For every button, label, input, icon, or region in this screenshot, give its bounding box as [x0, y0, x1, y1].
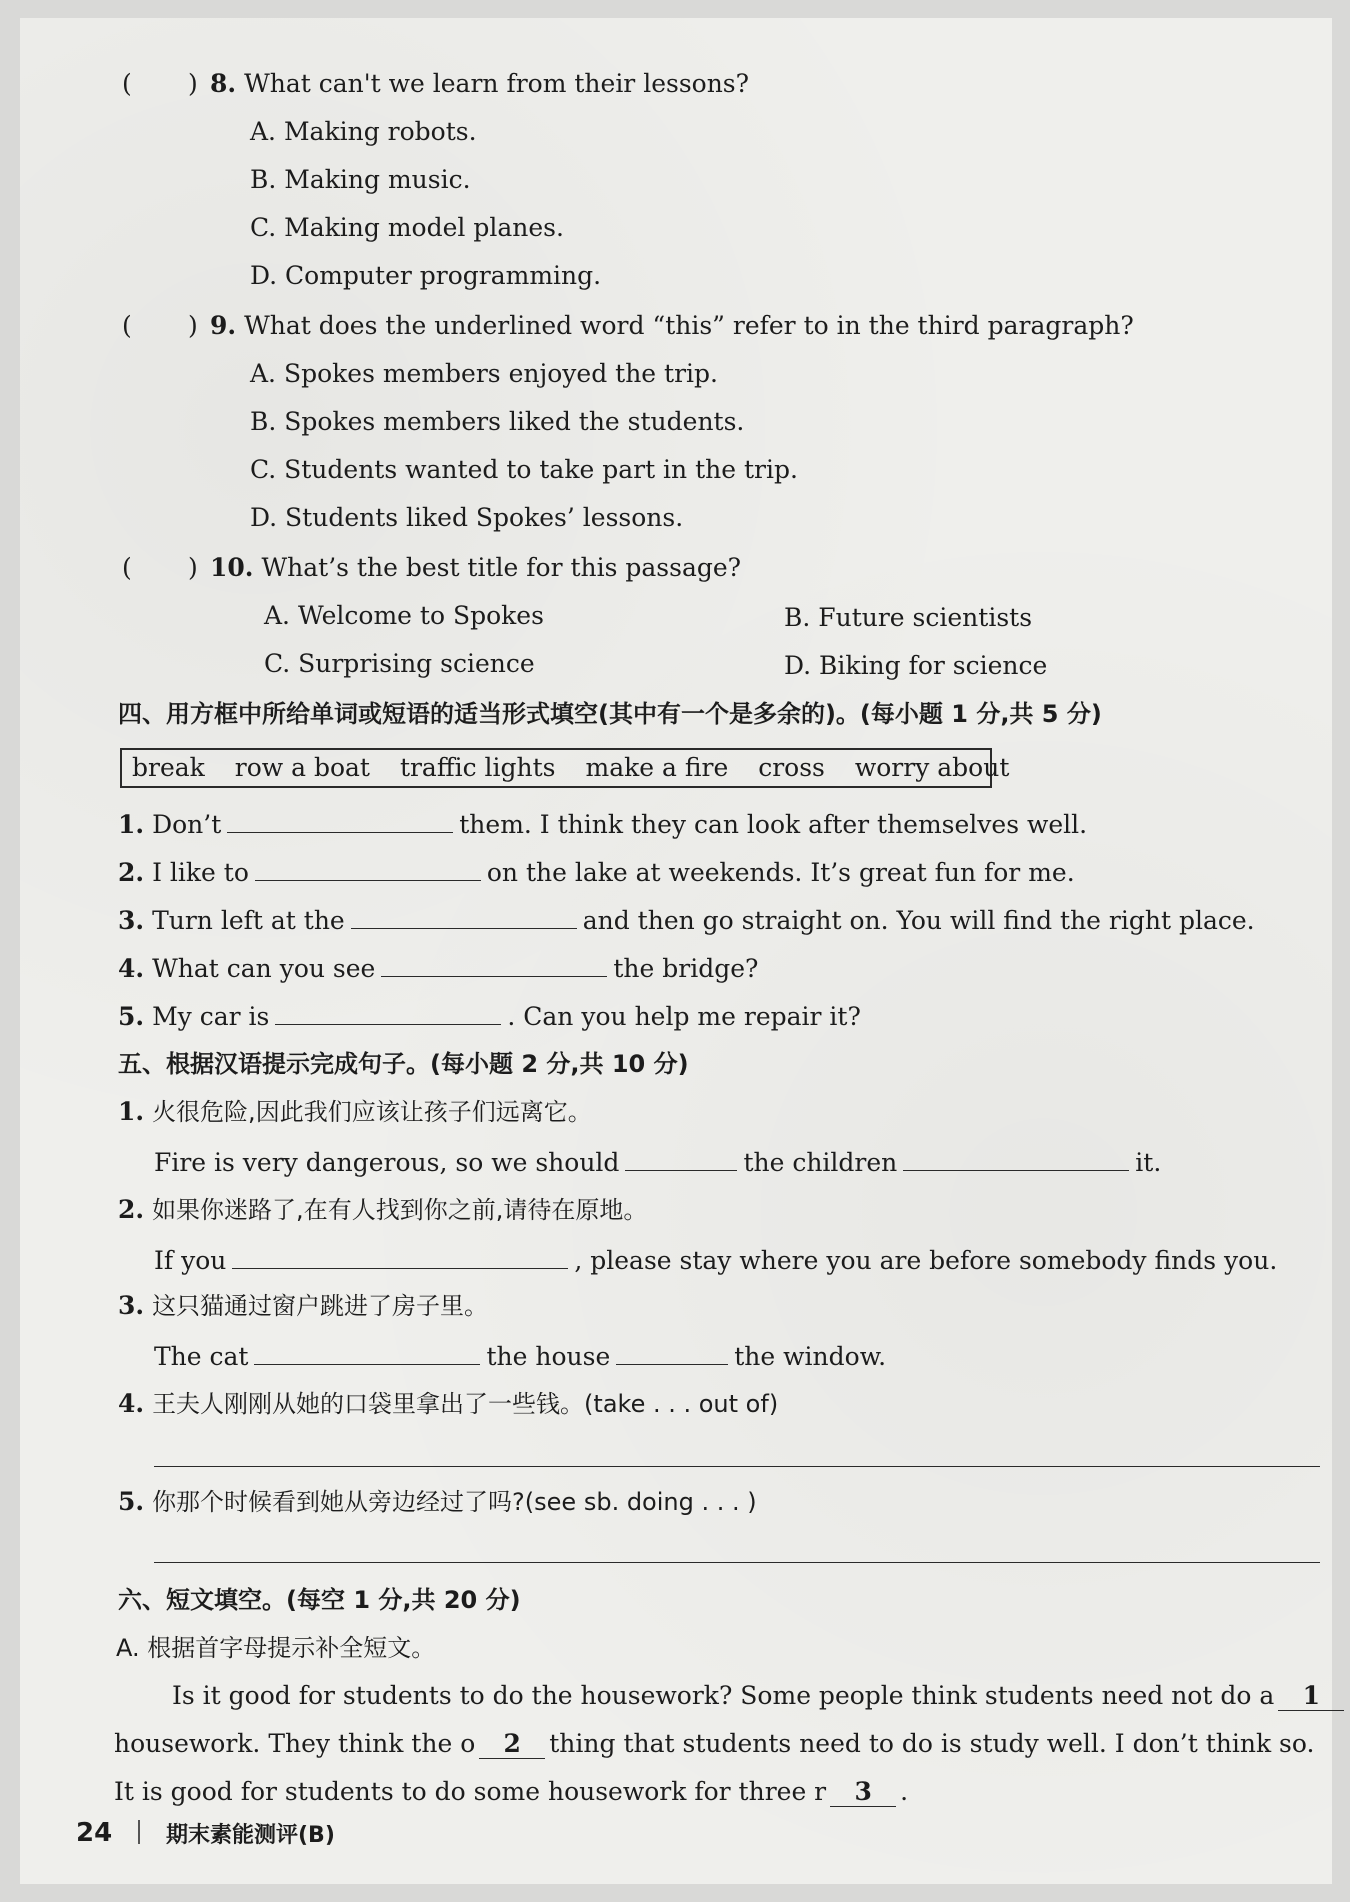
answer-blank[interactable] — [616, 1338, 728, 1365]
chinese-prompt: 这只猫通过窗户跳进了房子里。 — [152, 1292, 489, 1320]
option: C. Surprising science — [264, 649, 535, 678]
word-option: traffic lights — [399, 753, 556, 782]
translation-item-2-en — [154, 1242, 1277, 1277]
answer-blank[interactable] — [381, 950, 607, 977]
option: D. Biking for science — [784, 651, 1048, 680]
section-6-part-a: A. 根据首字母提示补全短文。 — [116, 1634, 436, 1662]
answer-paren-open: ( — [122, 311, 132, 340]
question-text: What does the underlined word “this” refer to in the third paragraph? — [244, 311, 1134, 340]
fill-item — [118, 998, 861, 1033]
item-number: 3. — [118, 1291, 145, 1320]
fill-item — [118, 806, 1087, 841]
translation-item-3-en — [154, 1338, 886, 1373]
item-number: 3. — [118, 906, 145, 935]
item-text: The cat — [154, 1342, 249, 1371]
option: A. Welcome to Spokes — [264, 601, 544, 630]
chinese-prompt: 火很危险,因此我们应该让孩子们远离它。 — [152, 1098, 592, 1126]
option: D. Students liked Spokes’ lessons. — [250, 503, 684, 532]
item-text: them. I think they can look after themselves well. — [459, 810, 1088, 839]
word-option: break — [132, 753, 205, 782]
passage-line-2 — [114, 1728, 1314, 1760]
item-number: 2. — [118, 1195, 145, 1224]
passage-text: . — [900, 1777, 909, 1806]
item-text: If you — [154, 1246, 227, 1275]
answer-blank[interactable] — [255, 854, 481, 881]
answer-paren-close: ) — [188, 69, 198, 98]
chinese-prompt: 如果你迷路了,在有人找到你之前,请待在原地。 — [152, 1196, 648, 1224]
question-number: 10. — [210, 553, 254, 582]
question-text: What’s the best title for this passage? — [261, 553, 742, 582]
word-box — [120, 748, 1010, 788]
option: B. Future scientists — [784, 603, 1033, 632]
question-8 — [210, 68, 749, 100]
passage-text: It is good for students to do some housework for three r — [114, 1777, 827, 1806]
item-number: 5. — [118, 1487, 145, 1516]
numbered-blank[interactable]: 3 — [830, 1778, 896, 1807]
passage-text: thing that students need to do is study well. I don’t think so. — [549, 1729, 1315, 1758]
answer-paren-open: ( — [122, 553, 132, 582]
fill-item — [118, 854, 1075, 889]
item-text: , please stay where you are before somebody finds you. — [574, 1246, 1278, 1275]
item-number: 1. — [118, 1097, 145, 1126]
translation-item-5-cn — [118, 1486, 757, 1518]
item-text: Don’t — [152, 810, 222, 839]
item-text: the house — [486, 1342, 611, 1371]
translation-item-1-cn — [118, 1096, 592, 1128]
answer-blank[interactable] — [275, 998, 501, 1025]
answer-paren-open: ( — [122, 69, 132, 98]
question-text: What can't we learn from their lessons? — [244, 69, 750, 98]
fill-item — [118, 902, 1255, 937]
answer-blank[interactable] — [625, 1144, 737, 1171]
question-9 — [210, 310, 1134, 342]
item-number: 1. — [118, 810, 145, 839]
translation-item-4-cn — [118, 1388, 778, 1420]
passage-text: Is it good for students to do the housework? Some people think students need not do a — [172, 1681, 1275, 1710]
answer-blank[interactable] — [232, 1242, 568, 1269]
item-text: . Can you help me repair it? — [507, 1002, 861, 1031]
item-text: the window. — [734, 1342, 887, 1371]
numbered-blank[interactable]: 1 — [1278, 1682, 1344, 1711]
option: A. Making robots. — [250, 117, 477, 146]
item-number: 4. — [118, 1389, 145, 1418]
word-option: worry about — [854, 753, 1010, 782]
question-number: 8. — [210, 69, 237, 98]
chinese-prompt: 你那个时候看到她从旁边经过了吗?(see sb. doing . . . ) — [152, 1488, 757, 1516]
question-number: 9. — [210, 311, 237, 340]
item-text: I like to — [152, 858, 249, 887]
answer-blank[interactable] — [227, 806, 453, 833]
passage-line-1 — [172, 1680, 1348, 1712]
translation-item-1-en — [154, 1144, 1161, 1179]
item-number: 2. — [118, 858, 145, 887]
item-text: What can you see — [152, 954, 376, 983]
translation-item-2-cn — [118, 1194, 647, 1226]
item-text: the children — [743, 1148, 898, 1177]
fill-item — [118, 950, 758, 985]
item-text: and then go straight on. You will find the right place. — [582, 906, 1255, 935]
option: C. Students wanted to take part in the trip. — [250, 455, 798, 484]
question-10 — [210, 552, 741, 584]
option: C. Making model planes. — [250, 213, 564, 242]
footer-title: 期末素能测评(B) — [166, 1823, 335, 1848]
footer-divider — [138, 1820, 140, 1844]
answer-line[interactable] — [154, 1562, 1320, 1563]
section-6-heading: 六、短文填空。(每空 1 分,共 20 分) — [118, 1586, 521, 1614]
answer-paren-close: ) — [188, 553, 198, 582]
answer-paren-close: ) — [188, 311, 198, 340]
passage-line-3 — [114, 1776, 908, 1808]
page-number: 24 — [76, 1818, 113, 1848]
numbered-blank[interactable]: 2 — [479, 1730, 545, 1759]
option: B. Spokes members liked the students. — [250, 407, 745, 436]
answer-blank[interactable] — [351, 902, 577, 929]
section-5-heading: 五、根据汉语提示完成句子。(每小题 2 分,共 10 分) — [118, 1050, 689, 1078]
passage-text: housework. They think the o — [114, 1729, 476, 1758]
item-text: My car is — [152, 1002, 270, 1031]
item-text: Turn left at the — [152, 906, 345, 935]
word-option: cross — [758, 753, 825, 782]
chinese-prompt: 王夫人刚刚从她的口袋里拿出了一些钱。(take . . . out of) — [152, 1390, 779, 1418]
answer-line[interactable] — [154, 1466, 1320, 1467]
option: B. Making music. — [250, 165, 471, 194]
item-text: the bridge? — [613, 954, 759, 983]
item-number: 5. — [118, 1002, 145, 1031]
option: D. Computer programming. — [250, 261, 602, 290]
item-number: 4. — [118, 954, 145, 983]
word-option: row a boat — [234, 753, 370, 782]
translation-item-3-cn — [118, 1290, 488, 1322]
item-text: on the lake at weekends. It’s great fun for me. — [486, 858, 1075, 887]
item-text: Fire is very dangerous, so we should — [154, 1148, 620, 1177]
answer-blank[interactable] — [254, 1338, 480, 1365]
section-4-heading: 四、用方框中所给单词或短语的适当形式填空(其中有一个是多余的)。(每小题 1 分,共 5 分) — [118, 700, 1102, 728]
answer-blank[interactable] — [903, 1144, 1129, 1171]
option: A. Spokes members enjoyed the trip. — [250, 359, 718, 388]
item-text: it. — [1135, 1148, 1162, 1177]
word-option: make a fire — [585, 753, 729, 782]
